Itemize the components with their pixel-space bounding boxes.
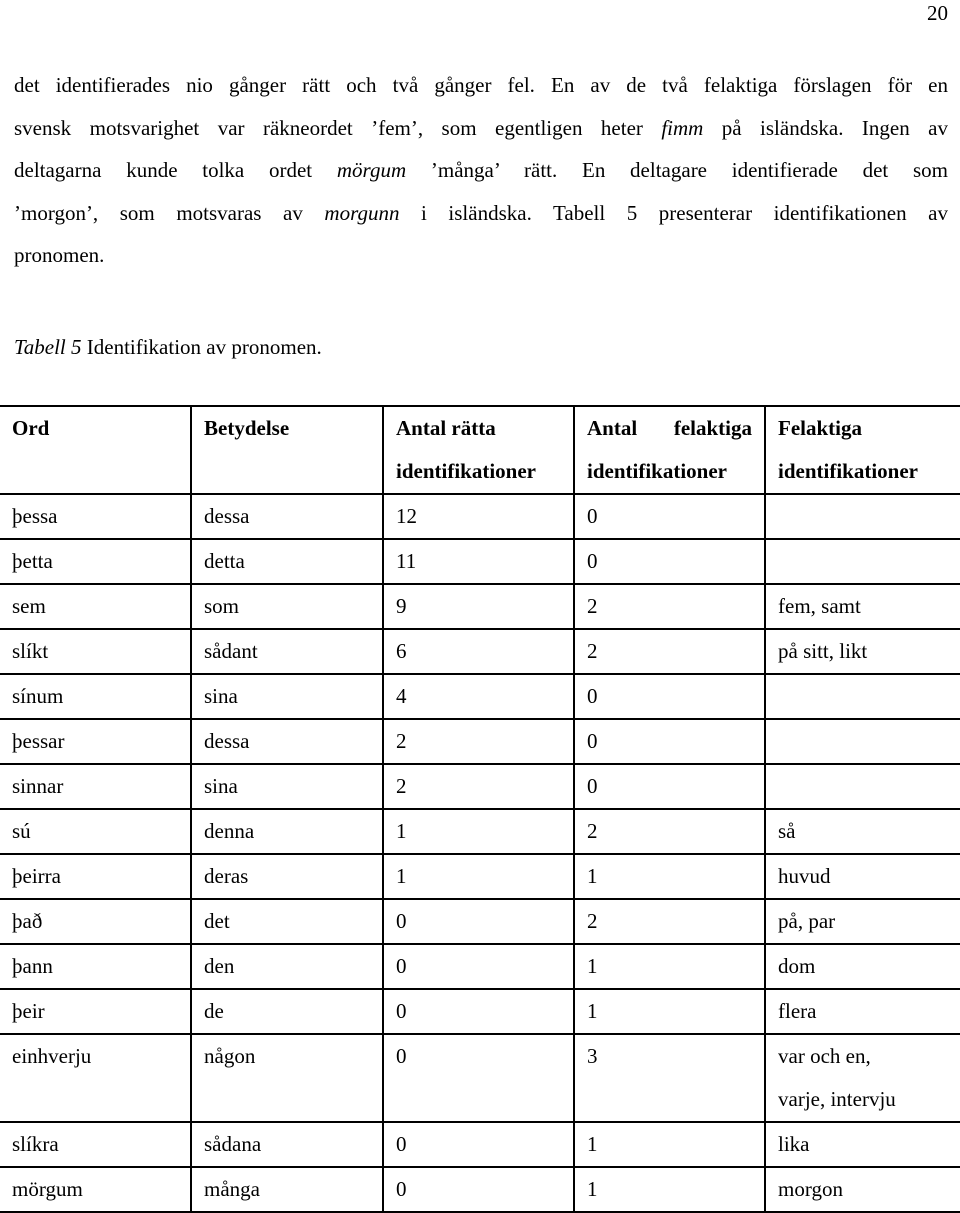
table-row — [0, 629, 960, 674]
cell-ratta: 0 — [383, 1167, 574, 1212]
table-row — [0, 539, 960, 584]
cell-betydelse: det — [191, 899, 383, 944]
table-header-row — [0, 406, 960, 494]
header-ord: Ord — [0, 406, 191, 494]
cell-felid: huvud — [765, 854, 960, 899]
cell-betydelse: någon — [191, 1034, 383, 1122]
paragraph-line-2 — [14, 107, 948, 150]
paragraph-line-3 — [14, 149, 948, 192]
paragraph-text: på isländska. Ingen av — [703, 115, 948, 140]
cell-ratta: 1 — [383, 854, 574, 899]
table-row — [0, 764, 960, 809]
paragraph-line-4 — [14, 192, 948, 235]
cell-fel: 0 — [574, 539, 765, 584]
cell-ord: slíkra — [0, 1122, 191, 1167]
cell-betydelse: sina — [191, 764, 383, 809]
paragraph-text: ’morgon’, som motsvaras av — [14, 200, 325, 225]
cell-betydelse: deras — [191, 854, 383, 899]
cell-fel: 1 — [574, 1122, 765, 1167]
table-row — [0, 1034, 960, 1122]
paragraph-line-5: pronomen. — [14, 243, 105, 267]
cell-betydelse: denna — [191, 809, 383, 854]
cell-ord: þeirra — [0, 854, 191, 899]
cell-fel: 3 — [574, 1034, 765, 1122]
cell-ord: sinnar — [0, 764, 191, 809]
cell-fel: 0 — [574, 674, 765, 719]
cell-fel: 1 — [574, 989, 765, 1034]
cell-fel: 1 — [574, 1167, 765, 1212]
body-paragraph — [14, 64, 948, 277]
cell-ratta: 6 — [383, 629, 574, 674]
cell-fel: 1 — [574, 944, 765, 989]
cell-ratta: 0 — [383, 989, 574, 1034]
cell-betydelse: sådant — [191, 629, 383, 674]
cell-ord: sínum — [0, 674, 191, 719]
header-felaktiga-identifikationer: Felaktiga identifikationer — [765, 406, 960, 494]
caption-label: Tabell 5 — [14, 335, 82, 359]
cell-felid: var och en, varje, intervju — [765, 1034, 960, 1122]
cell-ord: þessa — [0, 494, 191, 539]
cell-ord: þeir — [0, 989, 191, 1034]
cell-betydelse: detta — [191, 539, 383, 584]
cell-ratta: 0 — [383, 944, 574, 989]
cell-ord: mörgum — [0, 1167, 191, 1212]
italic-term: mörgum — [336, 158, 407, 182]
table-row — [0, 809, 960, 854]
paragraph-line-1: det identifierades nio gånger rätt och två gånger fel. En av de två felaktiga förslagen för en — [14, 73, 948, 97]
cell-fel: 0 — [574, 719, 765, 764]
italic-term: fimm — [661, 115, 704, 140]
cell-ord: þann — [0, 944, 191, 989]
cell-ratta: 11 — [383, 539, 574, 584]
table-row — [0, 854, 960, 899]
cell-fel: 2 — [574, 629, 765, 674]
paragraph-text: ’många’ rätt. En deltagare identifierade det som — [406, 158, 949, 182]
table-caption — [14, 331, 322, 363]
table-row — [0, 1167, 960, 1212]
cell-felid — [765, 494, 960, 539]
table-row — [0, 719, 960, 764]
cell-fel: 2 — [574, 809, 765, 854]
cell-felid: flera — [765, 989, 960, 1034]
cell-felid: fem, samt — [765, 584, 960, 629]
cell-betydelse: som — [191, 584, 383, 629]
cell-ratta: 1 — [383, 809, 574, 854]
cell-fel: 0 — [574, 764, 765, 809]
table-row — [0, 584, 960, 629]
cell-ratta: 12 — [383, 494, 574, 539]
cell-ratta: 0 — [383, 899, 574, 944]
table-row — [0, 674, 960, 719]
table-body — [0, 494, 960, 1212]
cell-fel: 2 — [574, 899, 765, 944]
cell-ratta: 0 — [383, 1034, 574, 1122]
cell-ord: sem — [0, 584, 191, 629]
table-row — [0, 944, 960, 989]
caption-text: Identifikation av pronomen. — [81, 335, 322, 359]
cell-ratta: 2 — [383, 764, 574, 809]
paragraph-text: deltagarna kunde tolka ordet — [14, 158, 337, 182]
cell-felid — [765, 674, 960, 719]
table-row — [0, 494, 960, 539]
cell-felid: lika — [765, 1122, 960, 1167]
table-row — [0, 1122, 960, 1167]
cell-betydelse: den — [191, 944, 383, 989]
cell-felid — [765, 764, 960, 809]
cell-betydelse: sådana — [191, 1122, 383, 1167]
cell-felid — [765, 719, 960, 764]
cell-ord: þessar — [0, 719, 191, 764]
cell-felid — [765, 539, 960, 584]
cell-betydelse: dessa — [191, 719, 383, 764]
italic-term: morgunn — [324, 200, 400, 225]
header-betydelse: Betydelse — [191, 406, 383, 494]
cell-betydelse: många — [191, 1167, 383, 1212]
cell-ord: þetta — [0, 539, 191, 584]
cell-felid: på sitt, likt — [765, 629, 960, 674]
paragraph-text: i isländska. Tabell 5 presenterar identifikationen av — [399, 200, 948, 225]
table-row — [0, 989, 960, 1034]
cell-ratta: 0 — [383, 1122, 574, 1167]
paragraph-text: svensk motsvarighet var räkneordet ’fem’, som egentligen heter — [14, 115, 662, 140]
cell-betydelse: de — [191, 989, 383, 1034]
cell-ord: slíkt — [0, 629, 191, 674]
cell-fel: 0 — [574, 494, 765, 539]
cell-ord: einhverju — [0, 1034, 191, 1122]
header-antal-felaktiga: Antal felaktiga identifikationer — [574, 406, 765, 494]
cell-felid: morgon — [765, 1167, 960, 1212]
cell-ratta: 9 — [383, 584, 574, 629]
cell-felid: så — [765, 809, 960, 854]
cell-ord: það — [0, 899, 191, 944]
cell-felid: på, par — [765, 899, 960, 944]
cell-betydelse: sina — [191, 674, 383, 719]
cell-ratta: 2 — [383, 719, 574, 764]
cell-felid: dom — [765, 944, 960, 989]
pronoun-table — [0, 405, 960, 1213]
header-antal-ratta: Antal rätta identifikationer — [383, 406, 574, 494]
table-row — [0, 899, 960, 944]
cell-fel: 1 — [574, 854, 765, 899]
page-number: 20 — [927, 1, 948, 25]
cell-fel: 2 — [574, 584, 765, 629]
cell-ord: sú — [0, 809, 191, 854]
cell-betydelse: dessa — [191, 494, 383, 539]
cell-ratta: 4 — [383, 674, 574, 719]
